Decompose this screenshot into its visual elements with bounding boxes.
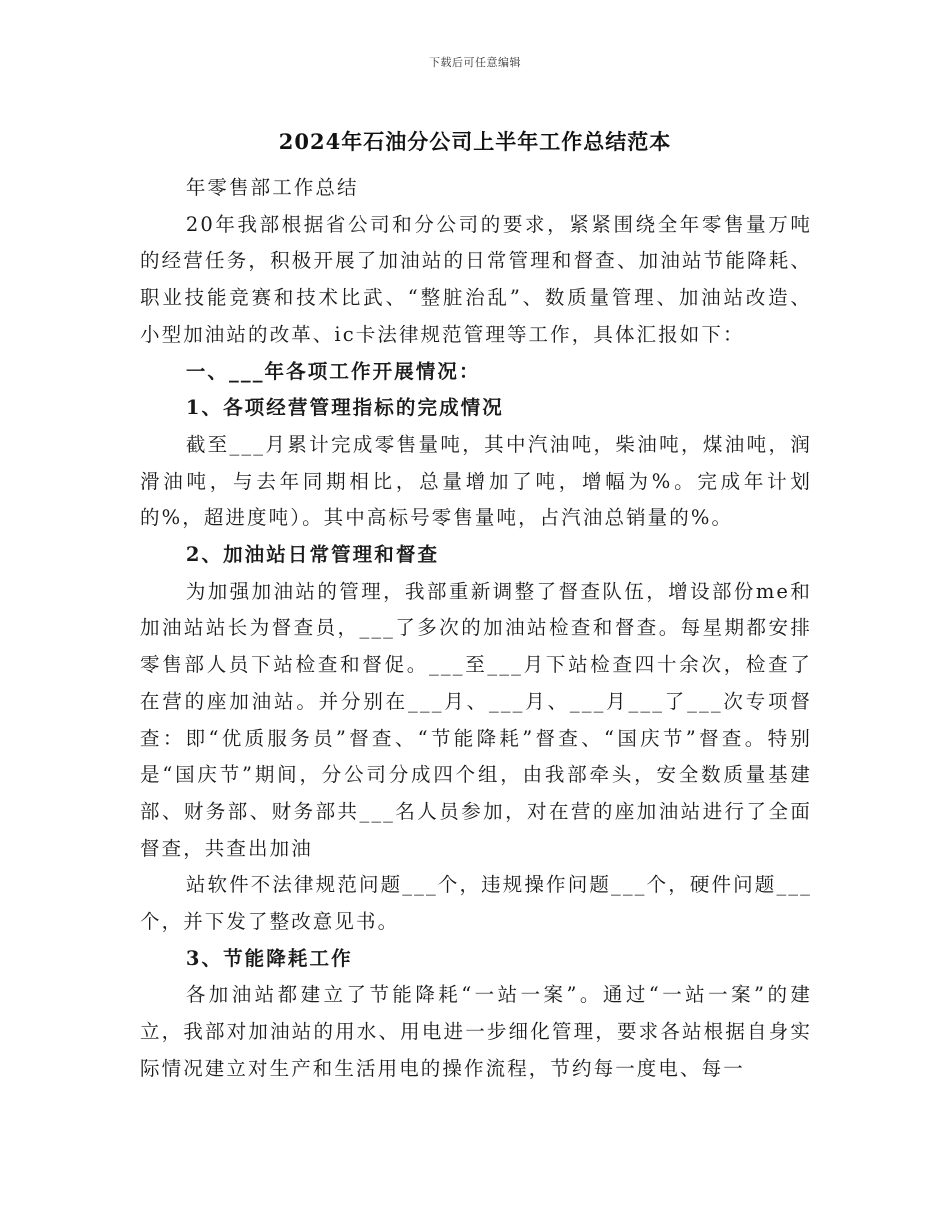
- paragraph-inspection: 为加强加油站的管理，我部重新调整了督查队伍，增设部份me和加油站站长为督查员，___了多次的加油站检查和督查。每星期都安排零售部人员下站检查和督促。___至___月下站检查四十余次，检查了在营的座加油站。并分别在___月、___月、___月___了___次专项督查：即“优质服务员”督查、“节能降耗”督查、“国庆节”督查。特别是“国庆节”期间，分公司分成四个组，由我部牵头，安全数质量基建部、财务部、财务部共___名人员参加，对在营的座加油站进行了全面督查，共查出加油: [140, 579, 812, 860]
- paragraph-intro-heading: 年零售部工作总结: [185, 176, 359, 199]
- document-title: 2024年石油分公司上半年工作总结范本: [278, 129, 672, 154]
- subsection-heading-2: 2、加油站日常管理和督查: [185, 543, 440, 567]
- subsection-heading-3: 3、节能降耗工作: [185, 946, 353, 970]
- section-heading-1: 一、___年各项工作开展情况：: [185, 359, 481, 383]
- subsection-heading-1: 1、各项经营管理指标的完成情况: [185, 396, 504, 420]
- paragraph-intro: 20年我部根据省公司和分公司的要求，紧紧围绕全年零售量万吨的经营任务，积极开展了加油站的日常管理和督查、加油站节能降耗、职业技能竞赛和技术比武、“整脏治乱”、数质量管理、加油站改造、小型加油站的改革、ic卡法律规范管理等工作，具体汇报如下：: [140, 212, 812, 346]
- document-body: [140, 170, 812, 1088]
- paragraph-inspection-cont: 站软件不法律规范问题___个，违规操作问题___个，硬件问题___个，并下发了整改意见书。: [140, 873, 812, 934]
- paragraph-energy: 各加油站都建立了节能降耗“一站一案”。通过“一站一案”的建立，我部对加油站的用水、用电进一步细化管理，要求各站根据自身实际情况建立对生产和生活用电的操作流程，节约每一度电、每一: [140, 983, 812, 1080]
- header-note: 下载后可任意编辑: [429, 56, 521, 69]
- paragraph-indicators: 截至___月累计完成零售量吨，其中汽油吨，柴油吨，煤油吨，润滑油吨，与去年同期相比，总量增加了吨，增幅为%。完成年计划的%，超进度吨）。其中高标号零售量吨，占汽油总销量的%。: [140, 432, 812, 530]
